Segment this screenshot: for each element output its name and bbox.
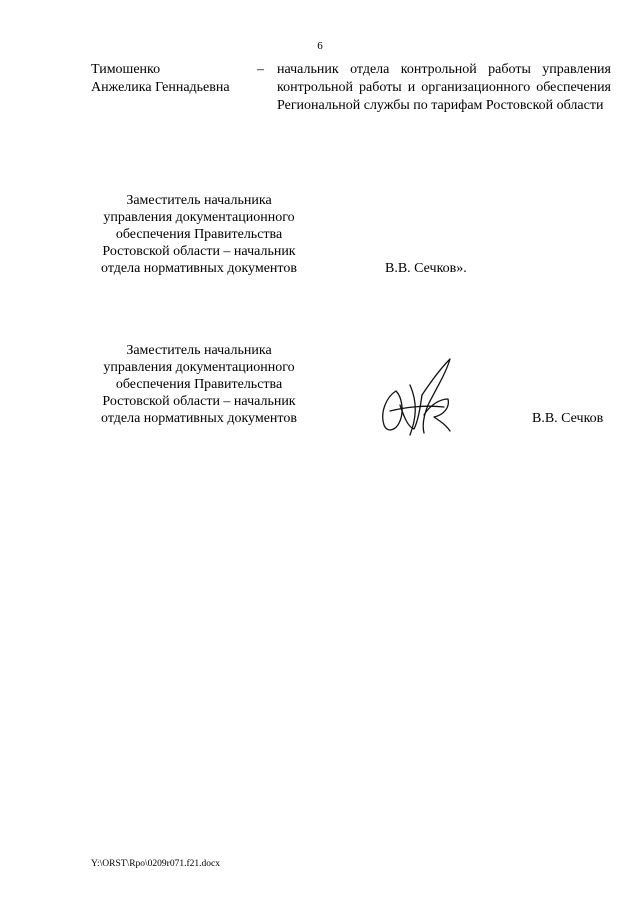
member-role: начальник отдела контрольной работы управления контрольной работы и организационного обеспечения Региональной службы по тарифам Ростовской области xyxy=(277,62,611,113)
title-line: обеспечения Правительства xyxy=(115,227,283,242)
title-line: отдела нормативных документов xyxy=(101,411,297,426)
handwritten-signature xyxy=(378,355,458,437)
member-dash: – xyxy=(257,62,264,77)
title-line: Заместитель начальника xyxy=(126,193,272,208)
member-entry xyxy=(91,61,611,141)
signature-block-1-title xyxy=(91,192,307,277)
title-line: управления документационного xyxy=(103,360,295,375)
title-line: Заместитель начальника xyxy=(126,343,272,358)
title-line: Ростовской области – начальник xyxy=(102,244,296,259)
title-line: отдела нормативных документов xyxy=(101,261,297,276)
signature-block-2-title xyxy=(91,342,307,427)
signature-block-2-name: В.В. Сечков xyxy=(532,411,604,426)
title-line: управления документационного xyxy=(103,210,295,225)
title-line: Ростовской области – начальник xyxy=(102,394,296,409)
signature-block-1-name: В.В. Сечков». xyxy=(385,261,467,276)
page-number: 6 xyxy=(317,40,323,52)
member-surname: Тимошенко xyxy=(91,62,161,77)
footer-file-path: Y:\ORST\Rpo\0209r071.f21.docx xyxy=(91,859,220,869)
title-line: обеспечения Правительства xyxy=(115,377,283,392)
member-name xyxy=(91,61,261,97)
member-given-names: Анжелика Геннадьевна xyxy=(91,80,230,95)
